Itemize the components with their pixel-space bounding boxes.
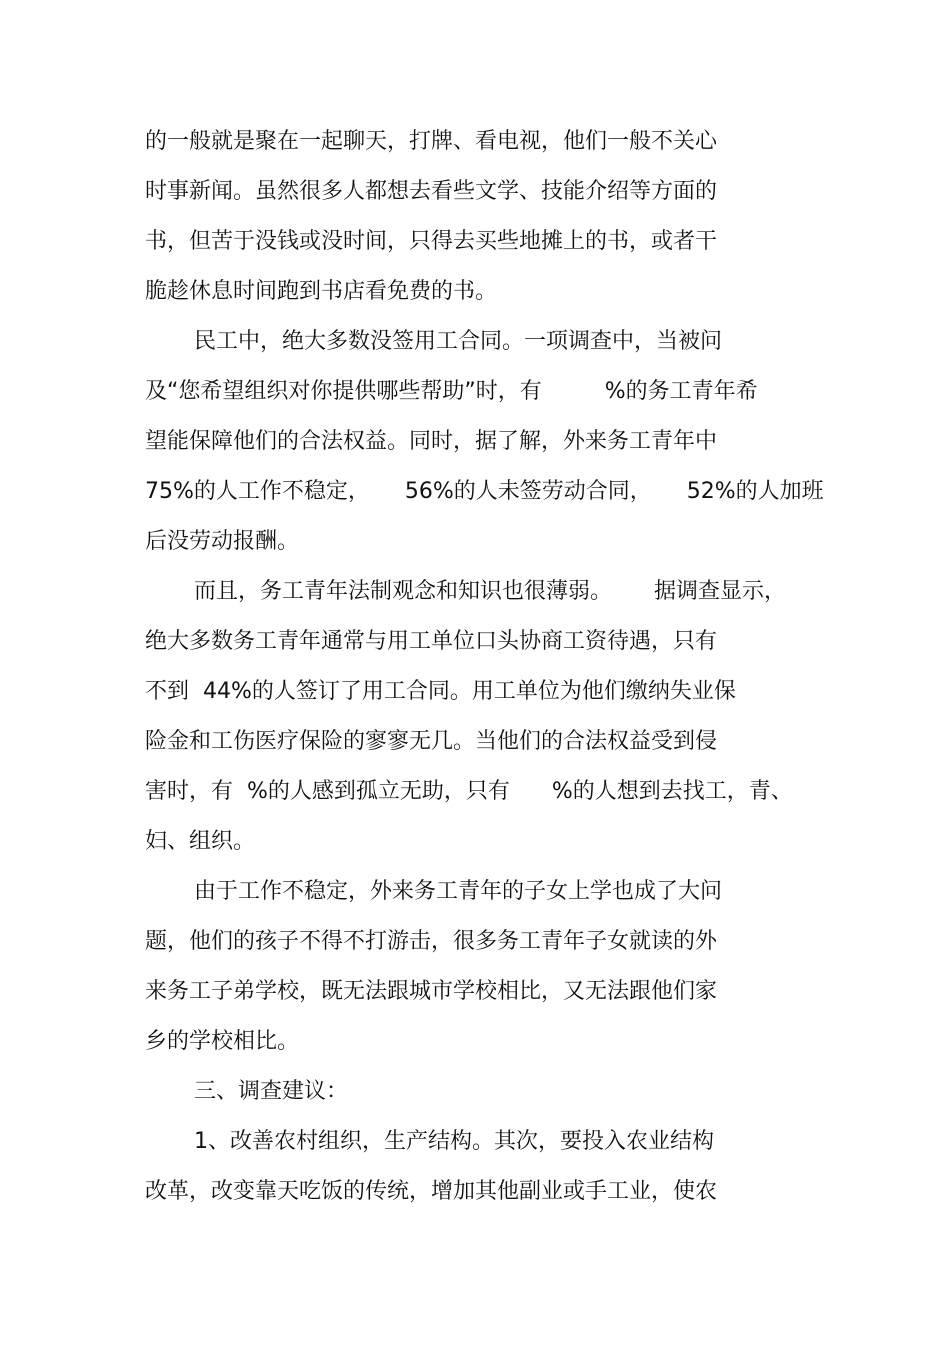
text-line: 险金和工伤医疗保险的寥寥无几。当他们的合法权益受到侵 — [145, 729, 718, 754]
text-line: 脆趁休息时间跑到书店看免费的书。 — [145, 279, 498, 304]
text-line: 乡的学校相比。 — [145, 1029, 300, 1054]
text-line: 妇、组织。 — [145, 829, 256, 854]
paragraph-first-line: 由于工作不稳定，外来务工青年的子女上学也成了大问 — [194, 879, 723, 904]
text-line: 改革，改变靠天吃饭的传统，增加其他副业或手工业，使农 — [145, 1179, 718, 1204]
paragraph-first-line: 而且，务工青年法制观念和知识也很薄弱。 据调查显示， — [194, 579, 786, 604]
paragraph-first-line: 民工中，绝大多数没签用工合同。一项调查中，当被问 — [194, 329, 723, 354]
text-line: 害时，有 %的人感到孤立无助，只有 %的人想到去找工，青、 — [145, 779, 793, 804]
text-line: 的一般就是聚在一起聊天，打牌、看电视，他们一般不关心 — [145, 129, 718, 154]
section-heading: 三、调查建议： — [194, 1079, 349, 1104]
text-line: 75%的人工作不稳定， 56%的人未签劳动合同， 52%的人加班 — [145, 479, 824, 504]
text-line: 来务工子弟学校，既无法跟城市学校相比，又无法跟他们家 — [145, 979, 718, 1004]
paragraph-first-line: 1、改善农村组织，生产结构。其次，要投入农业结构 — [194, 1129, 714, 1154]
text-line: 题，他们的孩子不得不打游击，很多务工青年子女就读的外 — [145, 929, 718, 954]
text-line: 时事新闻。虽然很多人都想去看些文学、技能介绍等方面的 — [145, 179, 718, 204]
text-line: 不到 44%的人签订了用工合同。用工单位为他们缴纳失业保 — [145, 679, 736, 704]
text-line: 后没劳动报酬。 — [145, 529, 300, 554]
text-line: 望能保障他们的合法权益。同时，据了解，外来务工青年中 — [145, 429, 718, 454]
text-line: 书，但苦于没钱或没时间，只得去买些地摊上的书，或者干 — [145, 229, 718, 254]
text-line: 及“您希望组织对你提供哪些帮助”时，有 %的务工青年希 — [145, 379, 758, 404]
text-line: 绝大多数务工青年通常与用工单位口头协商工资待遇，只有 — [145, 629, 718, 654]
